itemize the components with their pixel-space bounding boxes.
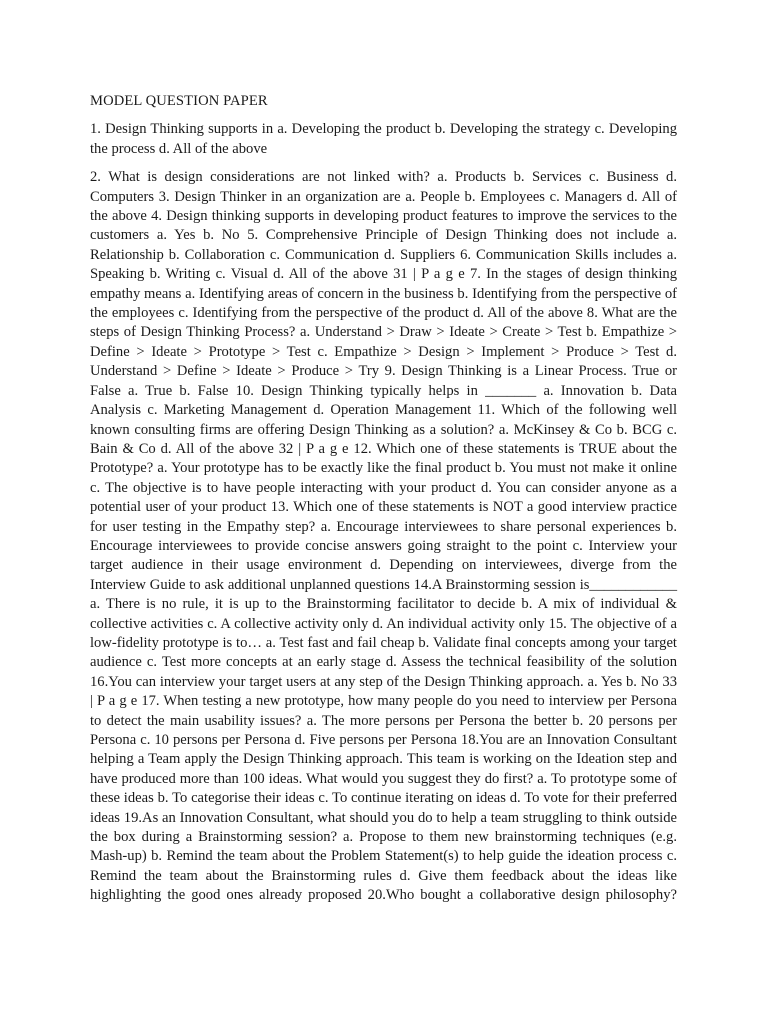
question-1-paragraph: 1. Design Thinking supports in a. Developing the product b. Developing the strategy c. Developing the process d. All of the above	[90, 121, 677, 157]
document-page	[90, 92, 677, 915]
page-title: MODEL QUESTION PAPER	[90, 93, 268, 109]
questions-2-20-paragraph: 2. What is design considerations are not linked with? a. Products b. Services c. Business d. Computers 3. Design Thinker in an organization are a. People b. Employees c. Managers d. All of the above 4. Design thinking supports in developing product features to improve the services to the customers a. Yes b. No 5. Comprehensive Principle of Design Thinking does not include a. Relationship b. Collaboration c. Communication d. Suppliers 6. Communication Skills includes a. Speaking b. Writing c. Visual d. All of the above 31 | P a g e 7. In the stages of design thinking empathy means a. Identifying areas of concern in the business b. Identifying from the perspective of the employees c. Identifying from the perspective of the product d. All of the above 8. What are the steps of Design Thinking Process? a. Understand > Draw > Ideate > Create > Test b. Empathize > Define > Ideate > Prototype > Test c. Empathize > Design > Implement > Produce > Test d. Understand > Define > Ideate > Produce > Try 9. Design Thinking is a Linear Process. True or False a. True b. False 10. Design Thinking typically helps in _______ a. Innovation b. Data Analysis c. Marketing Management d. Operation Management 11. Which of the following well known consulting firms are offering Design Thinking as a solution? a. McKinsey & Co b. BCG c. Bain & Co d. All of the above 32 | P a g e 12. Which one of these statements is TRUE about the Prototype? a. Your prototype has to be exactly like the final product b. You must not make it online c. The objective is to have people interacting with your product d. You can consider anyone as a potential user of your product 13. Which one of these statements is NOT a good interview practice for user testing in the Empathy step? a. Encourage interviewees to share personal experiences b. Encourage interviewees to provide concise answers going straight to the point c. Interview your target audience in their usage environment d. Depending on interviewees, diverge from the Interview Guide to ask additional unplanned questions 14.A Brainstorming session is____________ a. There is no rule, it is up to the Brainstorming facilitator to decide b. A mix of individual & collective activities c. A collective activity only d. An individual activity only 15. The objective of a low-fidelity prototype is to… a. Test fast and fail cheap b. Validate final concepts among your target audience c. Test more concepts at an early stage d. Assess the technical feasibility of the solution 16.You can interview your target users at any step of the Design Thinking approach. a. Yes b. No 33 | P a g e 17. When testing a new prototype, how many people do you need to interview per Persona to detect the main usability issues? a. The more persons per Persona the better b. 20 persons per Persona c. 10 persons per Persona d. Five persons per Persona 18.You are an Innovation Consultant helping a Team apply the Design Thinking approach. This team is working on the Ideation step and have produced more than 100 ideas. What would you suggest they do first? a. To prototype some of these ideas b. To categorise their ideas c. To continue iterating on ideas d. To vote for their preferred ideas 19.As an Innovation Consultant, what should you do to help a team struggling to think outside the box during a Brainstorming session? a. Propose to them new brainstorming techniques (e.g. Mash-up) b. Remind the team about the Problem Statement(s) to help guide the ideation process c. Remind the team about the Brainstorming rules d. Give them feedback about the ideas like highlighting the good ones already proposed 20.Who bought a collaborative design philosophy?	[90, 169, 677, 904]
